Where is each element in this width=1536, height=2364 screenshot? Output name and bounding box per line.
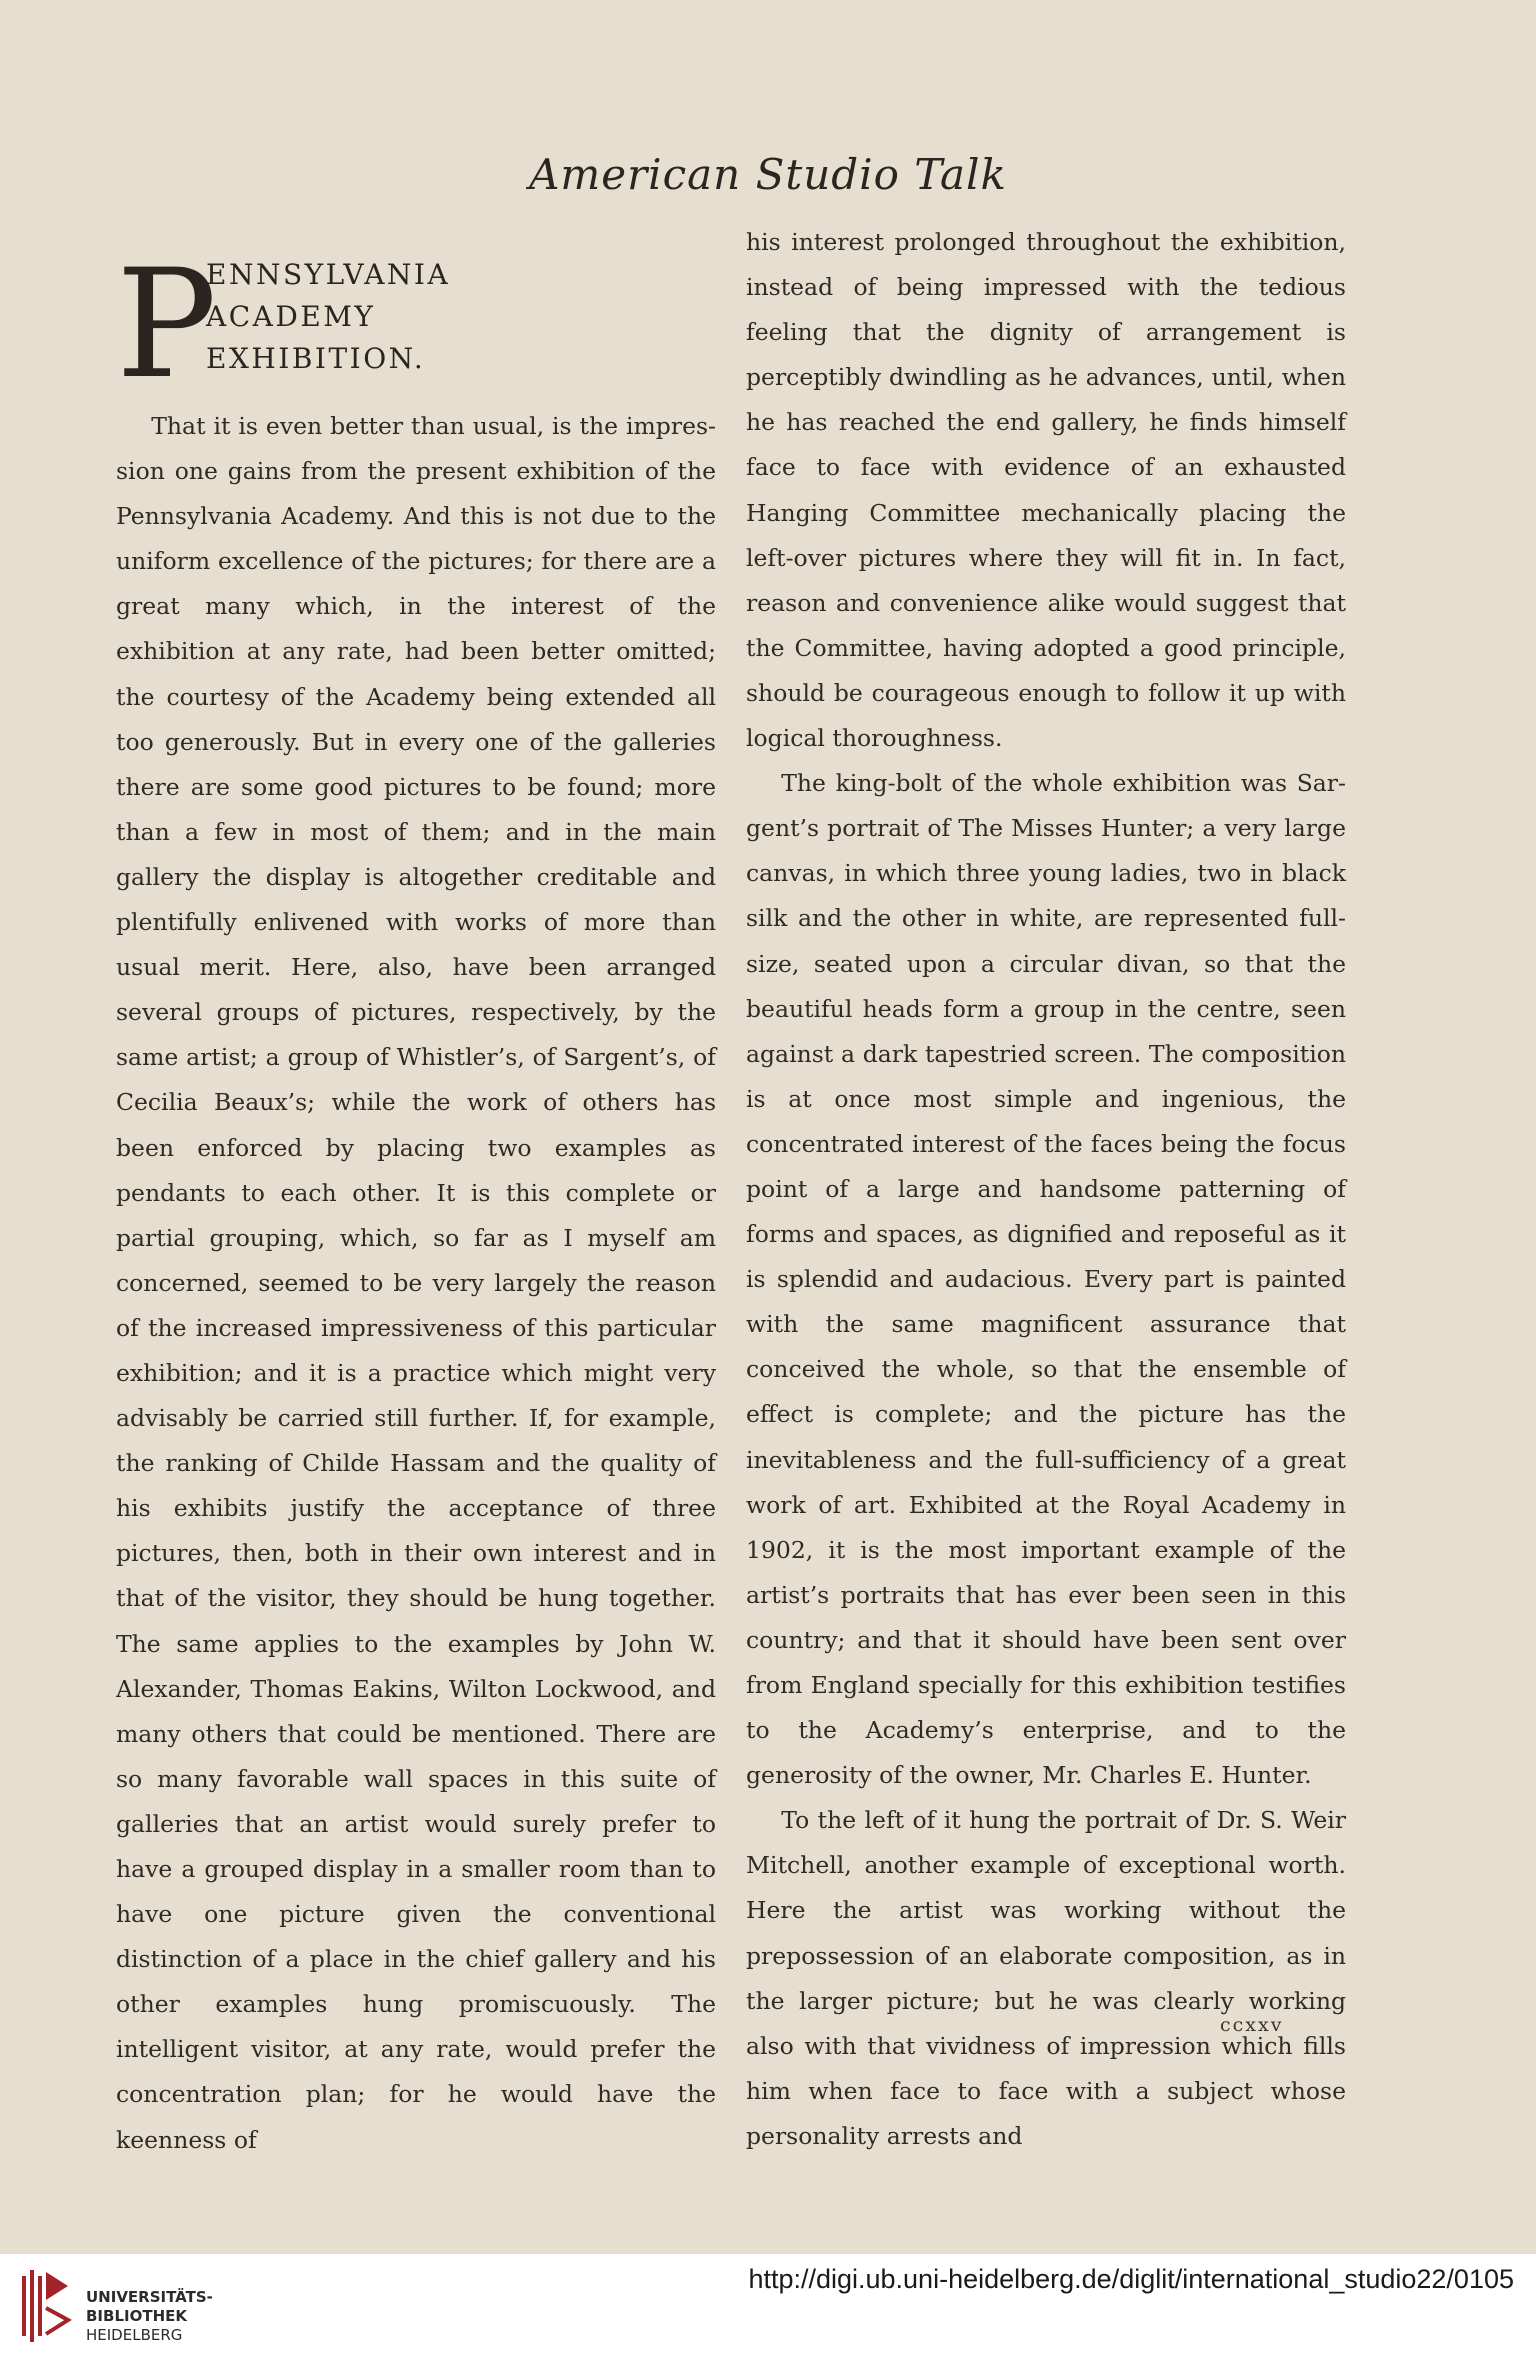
article-heading <box>116 220 716 412</box>
library-logo-icon <box>16 2256 78 2356</box>
library-line-3: HEIDELBERG <box>86 2326 183 2344</box>
drop-cap: P <box>116 238 217 412</box>
source-url-link[interactable]: http://digi.ub.uni-heidelberg.de/diglit/international_studio22/0105 <box>748 2264 1514 2294</box>
right-paragraph-3: To the left of it hung the portrait of Dr. S. Weir Mitchell, another example of exceptional worth. Here the artist was working without the prepossession of an elaborate composition, as in the larger picture; but he was clearly working also with that vividness of impression which fills him when face to face with a subject whose personality arrests and <box>746 1806 1346 2150</box>
running-title: American Studio Talk <box>529 150 1007 199</box>
right-paragraph-2: The king-bolt of the whole exhibition was Sargent’s portrait of The Misses Hunter; a very large canvas, in which three young ladies, two in black silk and the other in white, are represented full-size, seated upon a circular divan, so that the beautiful heads form a group in the centre, seen against a dark tapestried screen. The composition is at once most simple and ingenious, the concentrated interest of the faces being the focus point of a large and handsome patterning of forms and spaces, as dignified and reposeful as it is splendid and audacious. Every part is painted with the same magnificent assurance that conceived the whole, so that the ensemble of effect is complete; and the picture has the inevitableness and the full-sufficiency of a great work of art. Exhibited at the Royal Academy in 1902, it is the most important example of the artist’s portraits that has ever been seen in this country; and that it should have been sent over from England specially for this exhibition testifies to the Academy’s enterprise, and to the generosity of the owner, Mr. Charles E. Hunter. <box>746 769 1346 1790</box>
library-line-2: BIBLIOTHEK <box>86 2307 187 2325</box>
left-column <box>116 220 716 2163</box>
right-column <box>746 220 1346 2159</box>
page-number: ccxxv <box>1220 2014 1284 2036</box>
right-paragraph-1: his interest prolonged throughout the exhibition, instead of being impressed with the tedious feeling that the dignity of arrangement is perceptibly dwindling as he advances, until, when he has reached the end gallery, he finds himself face to face with evidence of an exhausted Hanging Committee mechanically placing the left-over pictures where they will fit in. In fact, reason and convenience alike would suggest that the Committee, having adopted a good principle, should be courageous enough to follow it up with logical thoroughness. <box>746 228 1346 753</box>
left-paragraph-1: That it is even better than usual, is the impression one gains from the present exhibition of the Pennsylvania Academy. And this is not due to the uniform excellence of the pictures; for there are a great many which, in the interest of the exhibition at any rate, had been better omitted; the courtesy of the Academy being extended all too generously. But in every one of the galleries there are some good pictures to be found; more than a few in most of them; and in the main gallery the display is altogether creditable and plentifully enlivened with works of more than usual merit. Here, also, have been arranged several groups of pictures, respectively, by the same artist; a group of Whistler’s, of Sargent’s, of Cecilia Beaux’s; while the work of others has been enforced by placing two examples as pendants to each other. It is this complete or partial grouping, which, so far as I myself am concerned, seemed to be very largely the reason of the increased impressiveness of this particular exhibition; and it is a practice which might very advisably be carried still further. If, for example, the ranking of Childe Hassam and the quality of his exhibits justify the acceptance of three pictures, then, both in their own interest and in that of the visitor, they should be hung together. The same applies to the examples by John W. Alexander, Thomas Eakins, Wilton Lockwood, and many others that could be mentioned. There are so many favorable wall spaces in this suite of galleries that an artist would surely prefer to have a grouped display in a smaller room than to have one picture given the conventional distinction of a place in the chief gallery and his other examples hung promiscuously. The intelligent visitor, at any rate, would prefer the concentration plan; for he would have the keenness of <box>116 412 716 2154</box>
article-title: ENNSYLVANIA ACADEMY EXHIBITION. <box>206 258 451 375</box>
library-name <box>86 2288 213 2345</box>
library-line-1: UNIVERSITÄTS- <box>86 2288 213 2306</box>
